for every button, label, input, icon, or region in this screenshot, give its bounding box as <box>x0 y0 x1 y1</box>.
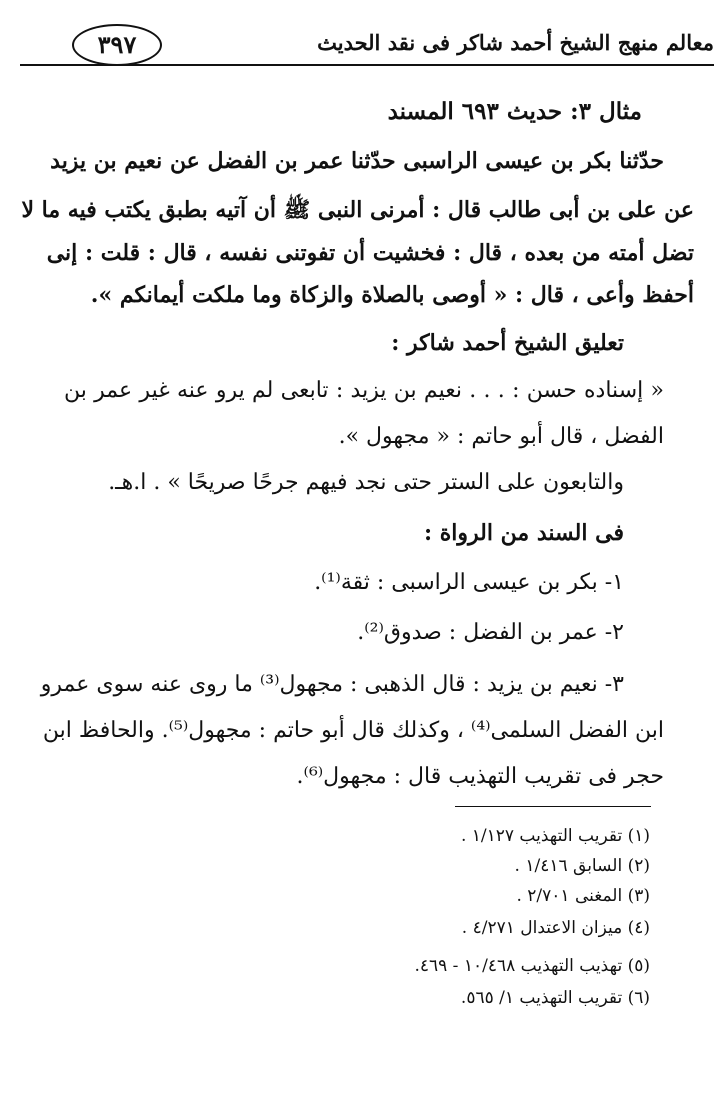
footnote-5: (٥) تهذيب التهذيب ١٠/٤٦٨ - ٤٦٩. <box>414 956 650 976</box>
footnote-4: (٤) ميزان الاعتدال ٤/٢٧١ . <box>461 918 650 938</box>
footnote-1: (١) تقريب التهذيب ١/١٢٧ . <box>460 826 650 846</box>
narrator-1: ١- بكر بن عيسى الراسبى : ثقة⁽¹⁾. <box>314 570 624 595</box>
hadith-line-1: حدّثنا بكر بن عيسى الراسبى حدّثنا عمر بن الفضل عن نعيم بن يزيد <box>50 148 664 174</box>
footnote-3: (٣) المغنى ٢/٧٠١ . <box>516 886 650 906</box>
hadith-line-3: تضل أمته من بعده ، قال : فخشيت أن تفوتنى نفسه ، قال : قلت : إنى <box>46 240 694 266</box>
commentary-line-1: « إسناده حسن : . . . نعيم بن يزيد : تابعى لم يرو عنه غير عمر بن <box>64 378 664 403</box>
example-heading: مثال ٣: حديث ٦٩٣ المسند <box>387 98 642 125</box>
hadith-line-2: عن على بن أبى طالب قال : أمرنى النبى ﷺ أن آتيه بطبق يكتب فيه ما لا <box>21 197 694 223</box>
narrators-heading: فى السند من الرواة : <box>424 520 624 546</box>
commentary-heading: تعليق الشيخ أحمد شاكر : <box>391 330 624 356</box>
narrator-3-line-3: حجر فى تقريب التهذيب قال : مجهول⁽⁶⁾. <box>296 764 664 789</box>
footnote-6: (٦) تقريب التهذيب ١/ ٥٦٥. <box>460 988 650 1008</box>
footnote-2: (٢) السابق ١/٤١٦ . <box>514 856 650 876</box>
narrator-3-line-2: ابن الفضل السلمى⁽⁴⁾ ، وكذلك قال أبو حاتم : مجهول⁽⁵⁾. والحافظ ابن <box>42 718 664 743</box>
running-title: معالم منهج الشيخ أحمد شاكر فى نقد الحديث <box>317 30 714 55</box>
footnote-rule <box>455 806 651 807</box>
commentary-line-2: الفضل ، قال أبو حاتم : « مجهول ». <box>338 424 664 449</box>
narrator-3-line-1: ٣- نعيم بن يزيد : قال الذهبى : مجهول⁽³⁾ ما روى عنه سوى عمرو <box>40 672 624 697</box>
page-number: ٣٩٧ <box>72 24 162 66</box>
commentary-line-3: والتابعون على الستر حتى نجد فيهم جرحًا صريحًا » . ا.هـ. <box>108 470 624 495</box>
hadith-line-4: أحفظ وأعى ، قال : « أوصى بالصلاة والزكاة وما ملكت أيمانكم ». <box>90 282 694 308</box>
narrator-2: ٢- عمر بن الفضل : صدوق⁽²⁾. <box>357 620 624 645</box>
header-rule <box>20 64 714 66</box>
